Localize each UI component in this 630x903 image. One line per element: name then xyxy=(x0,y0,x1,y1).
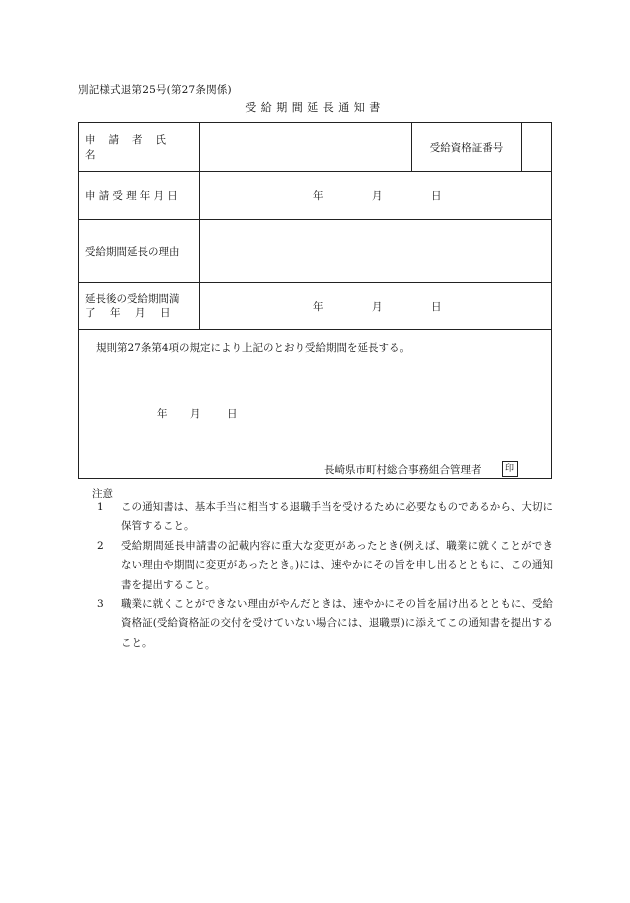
issuer-name: 長崎県市町村総合事務組合管理者 xyxy=(324,463,482,476)
extended-expiry-row xyxy=(79,283,551,330)
notes-title: 注意 xyxy=(92,488,113,500)
extension-reason-label: 受給期間延長の理由 xyxy=(85,245,180,258)
extended-expiry-label-line2: 了 年 月 日 xyxy=(85,307,173,319)
note-item-2 xyxy=(97,537,553,595)
received-date-label: 申請受理年月日 xyxy=(85,190,181,202)
extended-expiry-year: 年 xyxy=(313,300,324,313)
form-reference: 別記様式退第25号(第27条関係) xyxy=(78,84,232,96)
eligibility-cert-no-field[interactable] xyxy=(522,123,551,171)
received-date-field[interactable] xyxy=(200,172,551,219)
received-date-label-cell xyxy=(79,172,200,219)
statement-section xyxy=(79,330,551,478)
statement-date-day: 日 xyxy=(227,408,238,420)
extended-expiry-month: 月 xyxy=(372,300,383,313)
extension-reason-field[interactable] xyxy=(200,220,551,282)
received-date-day: 日 xyxy=(431,190,442,202)
note-text: 職業に就くことができない理由がやんだときは、速やかにその旨を届け出るとともに、受給資格証(受給資格証の交付を受けていない場合には、退職票)に添えてこの通知書を提出すること。 xyxy=(121,598,553,649)
note-number: 3 xyxy=(97,598,104,610)
extension-reason-row xyxy=(79,220,551,283)
extended-expiry-day: 日 xyxy=(431,300,442,313)
eligibility-cert-no-label: 受給資格証番号 xyxy=(429,141,504,154)
received-date-row xyxy=(79,172,551,220)
applicant-name-label: 申請者氏名 xyxy=(85,134,179,161)
received-date-month: 月 xyxy=(372,190,383,202)
extension-reason-label-cell xyxy=(79,220,200,282)
issuer-block xyxy=(324,461,518,477)
note-text: 受給期間延長申請書の記載内容に重大な変更があったとき(例えば、職業に就くことができない理由や期間に変更があったとき。)には、速やかにその旨を申し出るとともに、この通知書を提出すること。 xyxy=(121,540,553,591)
notice-form-table xyxy=(78,122,552,479)
received-date-year: 年 xyxy=(313,190,324,202)
statement-date-month: 月 xyxy=(190,408,201,420)
note-number: 1 xyxy=(97,501,104,513)
extended-expiry-label-line1: 延長後の受給期間満 xyxy=(85,293,180,305)
eligibility-cert-no-label-cell xyxy=(412,123,522,171)
applicant-row xyxy=(79,123,551,172)
applicant-name-field[interactable] xyxy=(200,123,412,171)
note-text: この通知書は、基本手当に相当する退職手当を受けるために必要なものであるから、大切に保管すること。 xyxy=(121,501,553,533)
note-item-3 xyxy=(97,595,553,653)
statement-text: 規則第27条第4項の規定により上記のとおり受給期間を延長する。 xyxy=(96,342,411,354)
extended-expiry-field[interactable] xyxy=(200,283,551,329)
seal-mark: 印 xyxy=(502,461,518,477)
note-number: 2 xyxy=(97,540,104,552)
statement-date-year: 年 xyxy=(157,408,168,420)
document-title: 受給期間延長通知書 xyxy=(245,101,385,114)
extended-expiry-label-cell xyxy=(79,283,200,329)
note-item-1 xyxy=(97,498,553,537)
applicant-name-label-cell xyxy=(79,123,200,171)
